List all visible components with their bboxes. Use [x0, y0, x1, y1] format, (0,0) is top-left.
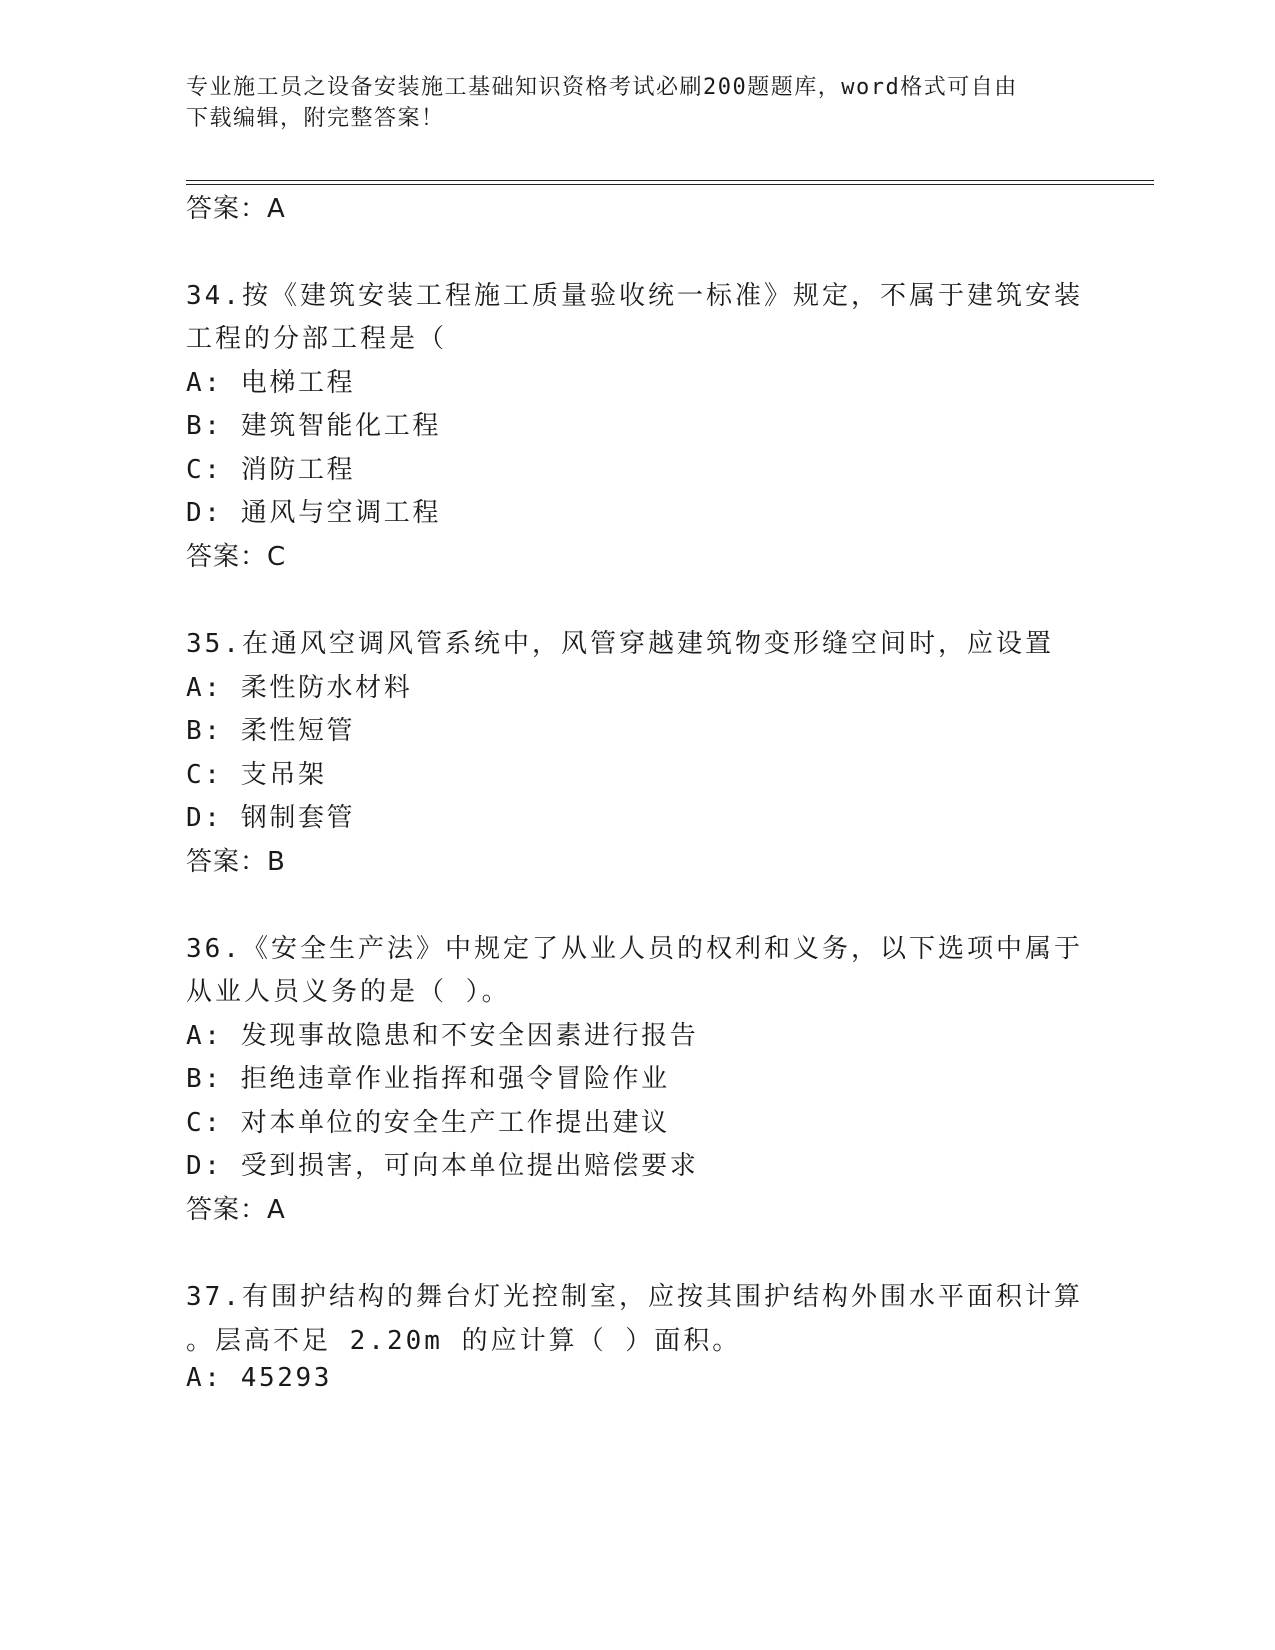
question-34-line-1: 34.按《建筑安装工程施工质量验收统一标准》规定，不属于建筑安装 [186, 281, 1083, 311]
question-36-option-b: B: 拒绝违章作业指挥和强令冒险作业 [186, 1064, 670, 1094]
question-35-option-d: D: 钢制套管 [186, 803, 356, 833]
question-35-answer: 答案：B [186, 847, 286, 877]
question-35-option-c: C: 支吊架 [186, 760, 327, 790]
question-35-option-b: B: 柔性短管 [186, 716, 356, 746]
question-36-option-c: C: 对本单位的安全生产工作提出建议 [186, 1108, 670, 1138]
question-34-option-c: C: 消防工程 [186, 455, 356, 485]
header-line-2: 下载编辑，附完整答案！ [186, 106, 445, 131]
question-36-option-d: D: 受到损害，可向本单位提出赔偿要求 [186, 1151, 699, 1181]
question-36-option-a: A: 发现事故隐患和不安全因素进行报告 [186, 1021, 699, 1051]
header-rule-top [186, 180, 1154, 181]
header-rule-bottom [186, 184, 1154, 185]
question-35-option-a: A: 柔性防水材料 [186, 673, 413, 703]
question-36-line-2: 从业人员义务的是（ ）。 [186, 977, 511, 1007]
question-37-line-2: 。层高不足 2.20m 的应计算（ ）面积。 [186, 1326, 742, 1356]
question-34-line-2: 工程的分部工程是（ [186, 324, 448, 354]
question-36-answer: 答案：A [186, 1195, 286, 1225]
question-34-option-d: D: 通风与空调工程 [186, 498, 441, 528]
question-34-option-b: B: 建筑智能化工程 [186, 411, 441, 441]
question-37-line-1: 37.有围护结构的舞台灯光控制室，应按其围护结构外围水平面积计算 [186, 1282, 1083, 1312]
question-36-line-1: 36.《安全生产法》中规定了从业人员的权利和义务，以下选项中属于 [186, 934, 1083, 964]
question-34-option-a: A: 电梯工程 [186, 368, 356, 398]
question-37-option-a: A: 45293 [186, 1363, 333, 1393]
question-34-answer: 答案：C [186, 542, 287, 572]
question-35-line-1: 35.在通风空调风管系统中，风管穿越建筑物变形缝空间时，应设置 [186, 629, 1054, 659]
document-header [186, 72, 1066, 134]
prev-answer: 答案：A [186, 194, 286, 224]
header-line-1: 专业施工员之设备安装施工基础知识资格考试必刷200题题库，word格式可自由 [186, 75, 1018, 100]
